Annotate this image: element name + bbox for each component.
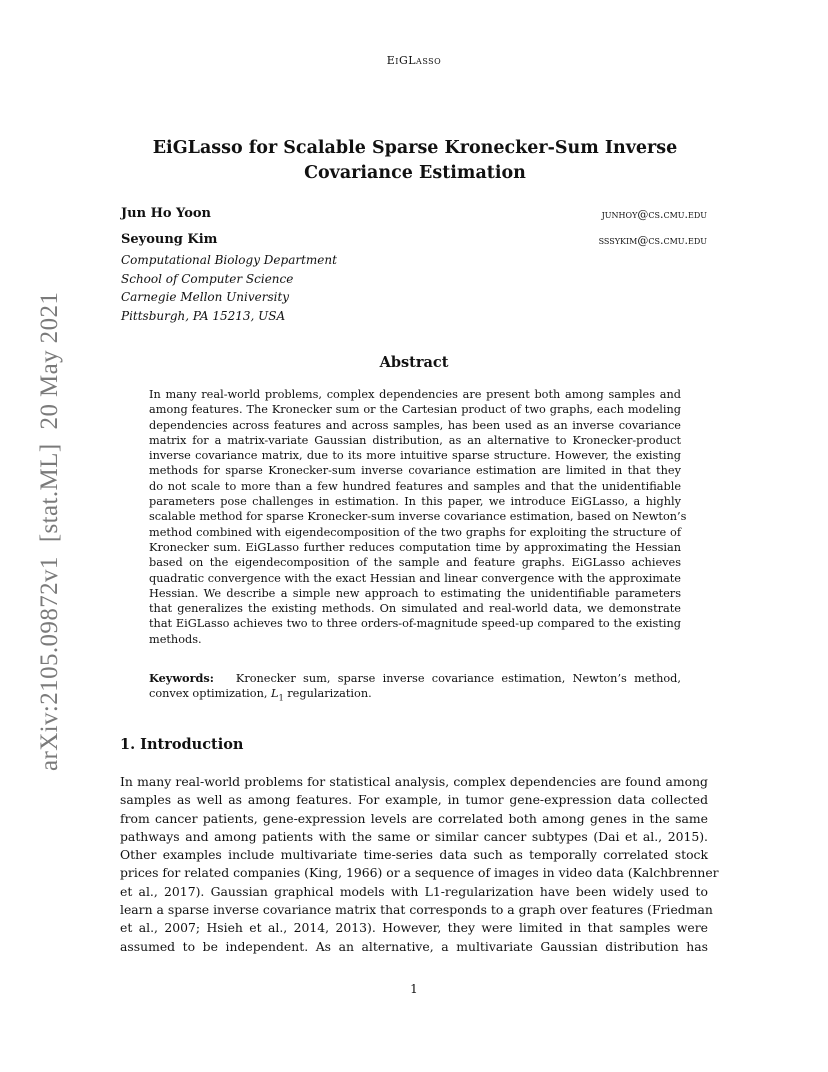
arxiv-date: 20 May 2021 [36, 291, 63, 430]
abstract-line: method combined with eigendecomposition of the two graphs for exploiting the structure of [149, 525, 681, 539]
arxiv-id: arXiv:2105.09872v1 [36, 556, 63, 771]
abstract-line: quadratic convergence with the exact Hessian and linear convergence with the approximate [149, 571, 681, 585]
author-name-1: Jun Ho Yoon [121, 206, 212, 221]
author-email-2: sssykim@cs.cmu.edu [598, 234, 707, 247]
paper-title [120, 136, 710, 186]
author-name-2: Seyoung Kim [121, 232, 218, 247]
affiliation-line: Computational Biology Department [121, 253, 337, 267]
intro-line: from cancer patients, gene-expression levels are correlated both among genes in the same [120, 810, 708, 826]
keywords-text-2: convex optimization, [149, 687, 272, 701]
abstract-line: that EiGLasso achieves two to three orders-of-magnitude speed-up compared to the existing [149, 617, 681, 631]
intro-line: In many real-world problems for statistical analysis, complex dependencies are found among [120, 774, 708, 789]
keywords-text-3: regularization. [283, 687, 372, 701]
keywords-block [149, 671, 681, 706]
intro-line: assumed to be independent. As an alternative, a multivariate Gaussian distribution has [120, 938, 708, 954]
arxiv-category: [stat.ML] [36, 443, 63, 543]
abstract-line: do not scale to more than a few hundred features and samples and that the unidentifiable [149, 479, 681, 493]
abstract-line: methods. [149, 632, 202, 646]
keywords-label: Keywords: [149, 671, 214, 685]
intro-line: et al., 2007; Hsieh et al., 2014, 2013). However, they were limited in that samples were [120, 920, 708, 936]
abstract-line: matrix for a matrix-variate Gaussian distribution, as an alternative to Kronecker-product [149, 433, 681, 447]
math-L: L [271, 687, 279, 701]
title-line-1: EiGLasso for Scalable Sparse Kronecker-Sum Inverse [152, 138, 678, 158]
abstract-line: dependencies across features and across samples, has been used as an inverse covariance [149, 418, 681, 432]
intro-line: pathways and among patients with the same or similar cancer subtypes (Dai et al., 2015). [120, 828, 708, 844]
introduction-text [120, 773, 719, 956]
abstract-heading: Abstract [379, 354, 449, 371]
affiliation-line: Carnegie Mellon University [121, 290, 290, 304]
keywords-line-2 [149, 686, 681, 706]
affiliation-block [121, 251, 337, 325]
abstract-line: that generalizes the existing methods. On simulated and real-world data, we demonstrate [149, 602, 681, 616]
intro-line: learn a sparse inverse covariance matrix that corresponds to a graph over features (Friedman [120, 902, 713, 918]
abstract-line: In many real-world problems, complex dependencies are present both among samples and [149, 388, 681, 401]
intro-line: prices for related companies (King, 1966) or a sequence of images in video data (Kalchbrenner [120, 865, 719, 881]
page-number: 1 [410, 982, 418, 996]
intro-line: et al., 2017). Gaussian graphical models with L1-regularization have been widely used to [120, 883, 708, 899]
affiliation-line: School of Computer Science [121, 271, 294, 286]
abstract-line: among features. The Kronecker sum or the Cartesian product of two graphs, each modeling [149, 403, 681, 417]
running-head: EiGLasso [386, 54, 442, 67]
keywords-line-1 [149, 671, 681, 686]
abstract-line: methods for sparse Kronecker-sum inverse covariance estimation are limited in that they [149, 464, 681, 478]
abstract-line: inverse covariance matrix, due to its more intuitive sparse structure. However, the existing [149, 449, 681, 463]
section-heading: 1. Introduction [120, 736, 244, 753]
intro-line: samples as well as among features. For example, in tumor gene-expression data collected [120, 792, 708, 808]
abstract-text [149, 387, 687, 647]
abstract-line: parameters pose challenges in estimation. In this paper, we introduce EiGLasso, a highly [149, 495, 681, 509]
abstract-line: Hessian. We describe a simple new approach to estimating the unidentifiable parameters [149, 586, 681, 600]
title-line-2: Covariance Estimation [304, 163, 526, 183]
abstract-line: scalable method for sparse Kronecker-sum inverse covariance estimation, based on Newton’s [149, 510, 687, 524]
keywords-text-1: Kronecker sum, sparse inverse covariance estimation, Newton’s method, [235, 672, 681, 685]
affiliation-line: Pittsburgh, PA 15213, USA [121, 308, 286, 323]
author-email-1: junhoy@cs.cmu.edu [601, 208, 707, 221]
arxiv-sidebar-stamp [36, 278, 64, 771]
math-subscript: 1 [278, 693, 284, 703]
abstract-line: Kronecker sum. EiGLasso further reduces computation time by approximating the Hessian [149, 540, 681, 554]
intro-line: Other examples include multivariate time-series data such as temporally correlated stock [120, 847, 708, 863]
abstract-line: based on the eigendecomposition of the sample and feature graphs. EiGLasso achieves [149, 556, 681, 570]
